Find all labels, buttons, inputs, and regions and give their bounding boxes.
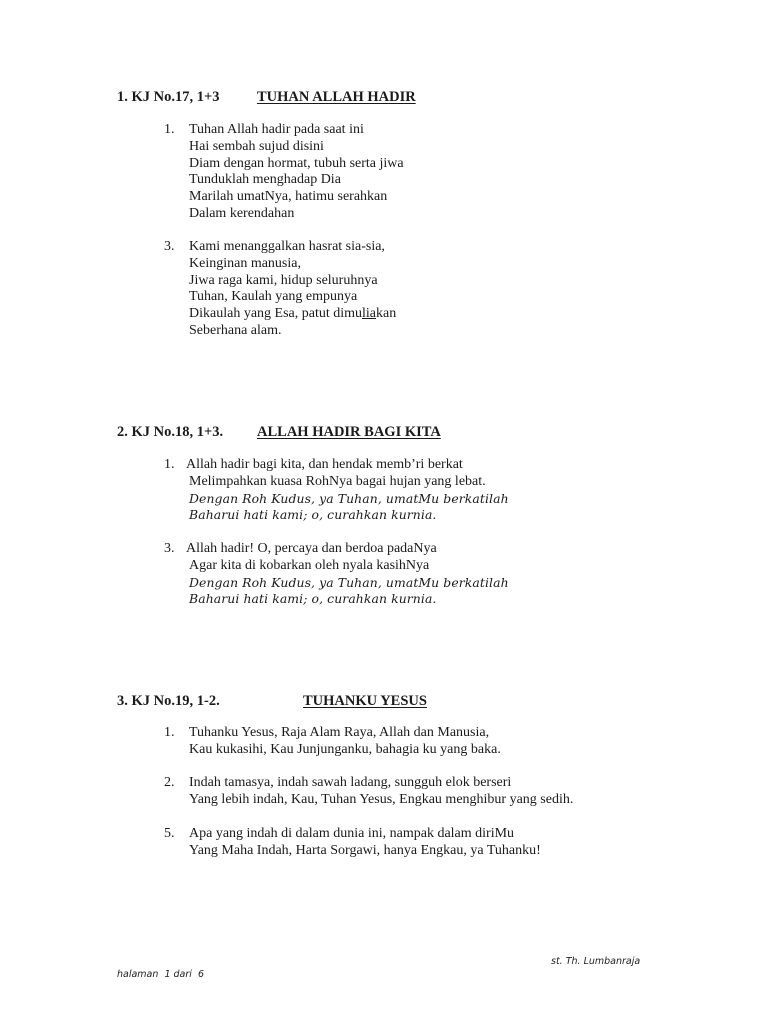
verse-line: Tuhan, Kaulah yang empunya xyxy=(189,289,358,305)
verse-line: Yang Maha Indah, Harta Sorgawi, hanya Engkau, ya Tuhanku! xyxy=(189,842,541,858)
section-1-title: TUHAN ALLAH HADIR xyxy=(257,89,416,105)
verse-line: Melimpahkan kuasa RohNya bagai hujan yang lebat. xyxy=(189,473,486,489)
section-2-ref: 2. KJ No.18, 1+3. xyxy=(117,424,224,440)
verse-line: Tuhanku Yesus, Raja Alam Raya, Allah dan Manusia, xyxy=(189,725,490,740)
verse-line: Keinginan manusia, xyxy=(189,255,301,271)
section-2-title: ALLAH HADIR BAGI KITA xyxy=(257,424,441,440)
verse-line-part: Dikaulah yang Esa, patut dimu xyxy=(189,306,363,322)
verse-line: Dalam kerendahan xyxy=(189,205,295,221)
footer-page-label: halaman 1 dari 6 xyxy=(117,969,204,980)
verse-line: Agar kita di kobarkan oleh nyala kasihNya xyxy=(189,557,430,573)
verse-number: 1. xyxy=(164,122,175,137)
verse-line: Yang lebih indah, Kau, Tuhan Yesus, Engkau menghibur yang sedih. xyxy=(189,791,574,807)
verse-number: 5. xyxy=(164,826,175,841)
verse-line: Hai sembah sujud disini xyxy=(189,138,324,154)
verse-line: Kami menanggalkan hasrat sia-sia, xyxy=(189,239,385,254)
section-1-ref: 1. KJ No.17, 1+3 xyxy=(117,89,220,105)
verse-refrain-line: Dengan Roh Kudus, ya Tuhan, umatMu berkatilah xyxy=(189,574,509,590)
verse-line: Tuhan Allah hadir pada saat ini xyxy=(189,122,364,137)
verse-refrain-line: Baharui hati kami; o, curahkan kurnia. xyxy=(189,507,437,523)
verse-line: Jiwa raga kami, hidup seluruhnya xyxy=(189,272,378,288)
verse-line-with-underline xyxy=(189,306,396,323)
verse-line: Marilah umatNya, hatimu serahkan xyxy=(189,189,388,205)
verse-line: Diam dengan hormat, tubuh serta jiwa xyxy=(189,155,404,171)
verse-number: 2. xyxy=(164,775,175,790)
verse-line: Indah tamasya, indah sawah ladang, sungguh elok berseri xyxy=(189,775,512,790)
verse-line: Seberhana alam. xyxy=(189,322,282,338)
verse-line: Apa yang indah di dalam dunia ini, nampak dalam diriMu xyxy=(189,826,515,841)
verse-line: Kau kukasihi, Kau Junjunganku, bahagia ku yang baka. xyxy=(189,741,501,757)
verse-line: Tunduklah menghadap Dia xyxy=(189,172,341,188)
verse-line-part: kan xyxy=(376,306,397,322)
section-3-ref: 3. KJ No.19, 1-2. xyxy=(117,693,220,709)
footer-author: st. Th. Lumbanraja xyxy=(551,956,641,967)
verse-number: 1. xyxy=(164,725,175,740)
underlined-syllable: lia xyxy=(362,306,377,322)
verse-refrain-line: Baharui hati kami; o, curahkan kurnia. xyxy=(189,591,437,607)
verse-refrain-line: Dengan Roh Kudus, ya Tuhan, umatMu berkatilah xyxy=(189,490,509,506)
verse-line: Allah hadir! O, percaya dan berdoa padaNya xyxy=(186,541,437,556)
verse-number: 3. xyxy=(164,239,175,254)
section-3-title: TUHANKU YESUS xyxy=(303,693,427,709)
verse-line: Allah hadir bagi kita, dan hendak memb’ri berkat xyxy=(186,457,463,472)
verse-number: 1. xyxy=(164,457,175,472)
verse-number: 3. xyxy=(164,541,175,556)
